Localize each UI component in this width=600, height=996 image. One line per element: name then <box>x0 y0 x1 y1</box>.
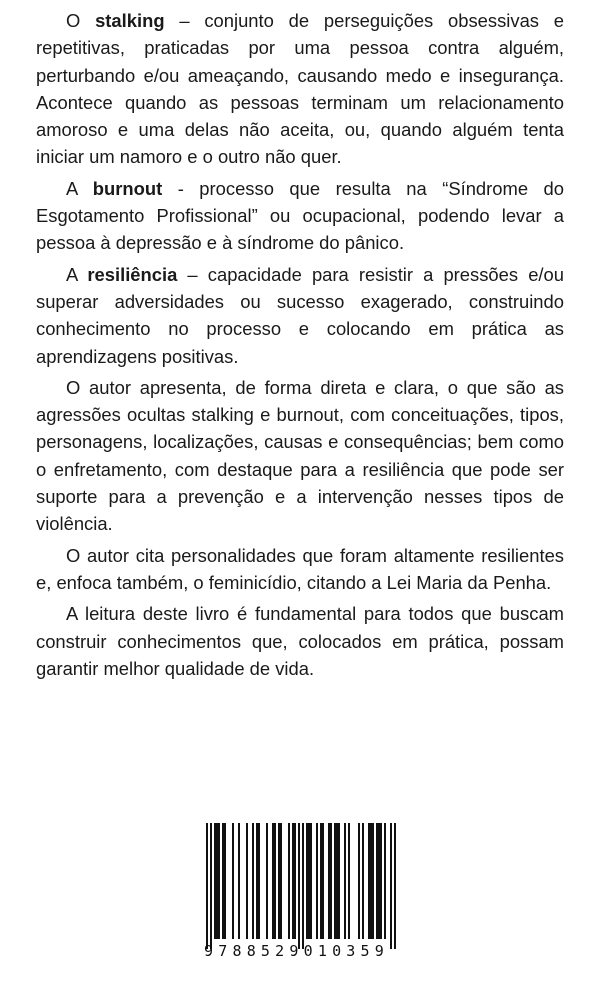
barcode-bar <box>334 823 340 939</box>
paragraph-author-presents: O autor apresenta, de forma direta e clara, o que são as agressões ocultas stalking e burnout, com conceituações, tipos, personagens, localizações, causas e consequências; bem como o enfretamento, com destaque para a resiliência que pode ser suporte para a prevenção e a intervenção nesses tipos de violência. <box>36 376 564 535</box>
paragraph-resiliencia: A resiliência – capacidade para resistir a pressões e/ou superar adversidades ou sucesso exagerado, construindo conhecimento no processo e colocando em prática as aprendizagens positivas. <box>36 263 564 367</box>
barcode-bar <box>214 823 220 939</box>
barcode-bar <box>256 823 260 939</box>
barcode-bar <box>266 823 268 939</box>
barcode-bar <box>358 823 360 939</box>
barcode-guard-bar <box>206 823 208 949</box>
isbn-number: 9788529010359 <box>204 942 389 960</box>
term-resiliencia: resiliência <box>87 263 178 285</box>
barcode-guard-bar <box>302 823 304 949</box>
barcode-bar <box>288 823 290 939</box>
barcode-bar <box>252 823 254 939</box>
barcode-bar <box>384 823 386 939</box>
paragraph-reading: A leitura deste livro é fundamental para todos que buscam construir conhecimentos que, colocados em prática, possam garantir melhor qualidade de vida. <box>36 603 564 679</box>
barcode-bar <box>320 823 324 939</box>
barcode-bar <box>278 823 282 939</box>
barcode-bar <box>238 823 240 939</box>
barcode-bar <box>362 823 364 939</box>
barcode-bar <box>368 823 374 939</box>
back-cover-text <box>36 7 564 686</box>
paragraph-burnout: A burnout - processo que resulta na “Síndrome do Esgotamento Profissional” ou ocupacional, podendo levar a pessoa à depressão e à síndrome do pânico. <box>36 177 564 254</box>
term-burnout: burnout <box>92 177 163 199</box>
term-stalking: stalking <box>95 10 165 31</box>
barcode-bar <box>376 823 382 939</box>
paragraph-stalking: O stalking – conjunto de perseguições obsessivas e repetitivas, praticadas por uma pessoa contra alguém, perturbando e/ou ameaçando, causando medo e insegurança. Acontece quando as pessoas terminam um relacionamento amoroso e uma delas não aceita, ou, quando alguém tenta iniciar um namoro e o outro não quer. <box>36 10 564 168</box>
barcode-bar <box>344 823 346 939</box>
barcode-bar <box>246 823 248 939</box>
barcode-guard-bar <box>210 823 212 949</box>
barcode-bar <box>232 823 234 939</box>
barcode-guard-bar <box>394 823 396 949</box>
barcode-bar <box>328 823 332 939</box>
barcode-guard-bar <box>298 823 300 949</box>
barcode-bar <box>292 823 296 939</box>
barcode-guard-bar <box>390 823 392 949</box>
paragraph-author-cites: O autor cita personalidades que foram altamente resilientes e, enfoca também, o feminicídio, citando a Lei Maria da Penha. <box>36 544 564 593</box>
barcode-bar <box>316 823 318 939</box>
barcode-bar <box>306 823 312 939</box>
barcode-bar <box>348 823 350 939</box>
barcode-bar <box>272 823 276 939</box>
barcode-bar <box>222 823 226 939</box>
